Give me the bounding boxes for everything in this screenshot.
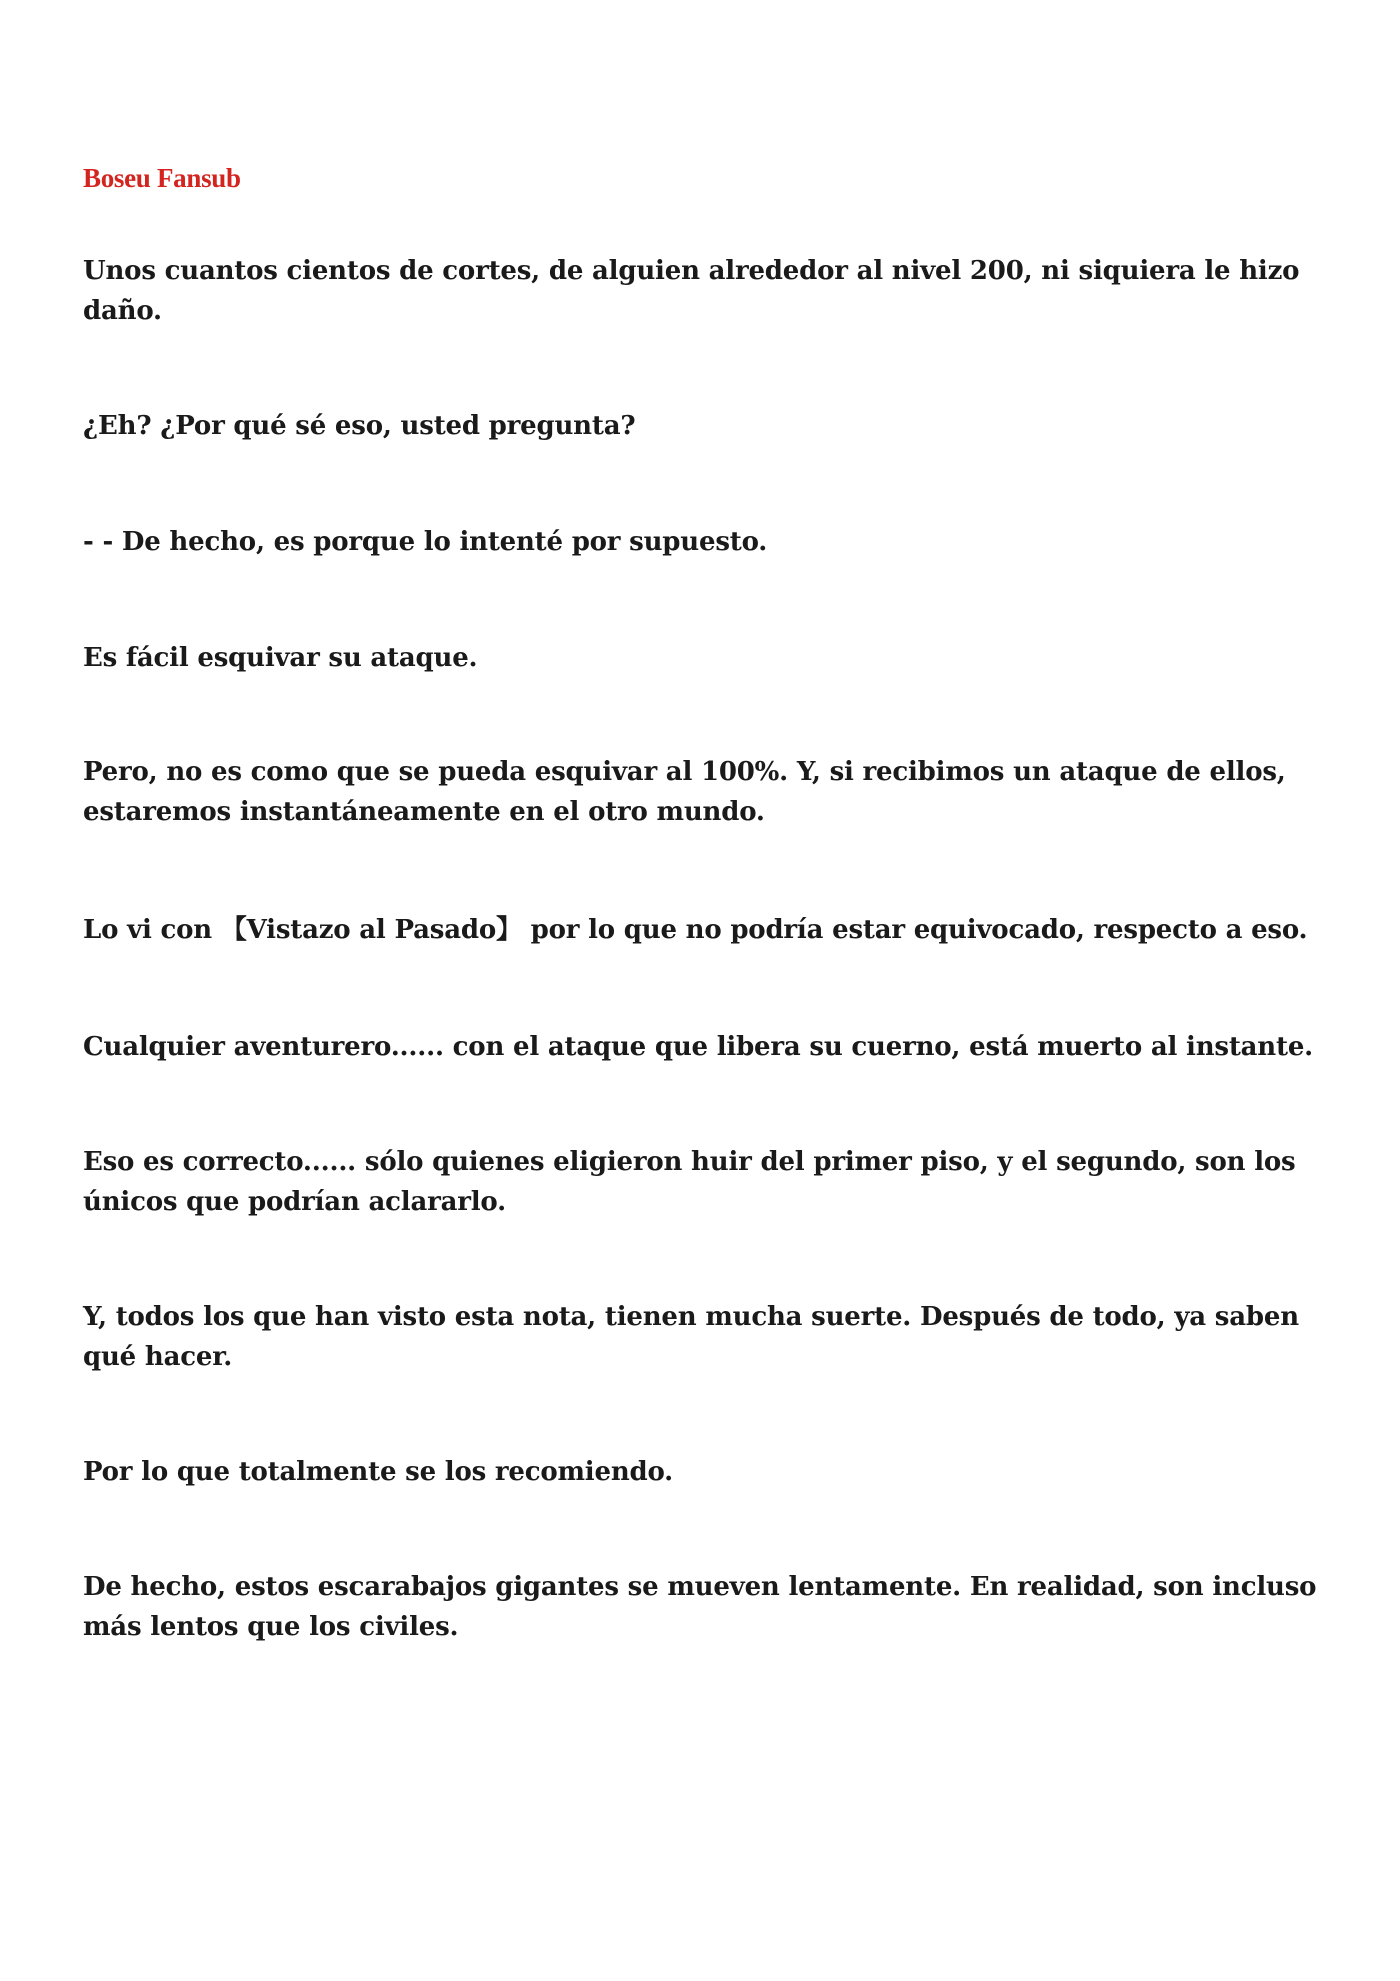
paragraph: Eso es correcto...... sólo quienes eligieron huir del primer piso, y el segundo, son los únicos que podrían aclararlo.	[83, 1147, 1296, 1217]
paragraph: Y, todos los que han visto esta nota, tienen mucha suerte. Después de todo, ya saben qué hacer.	[83, 1302, 1299, 1372]
paragraph: Unos cuantos cientos de cortes, de alguien alrededor al nivel 200, ni siquiera le hizo daño.	[83, 256, 1300, 326]
paragraph: Pero, no es como que se pueda esquivar al 100%. Y, si recibimos un ataque de ellos, estaremos instantáneamente en el otro mundo.	[83, 757, 1286, 827]
paragraph: Lo vi con 【Vistazo al Pasado】 por lo que no podría estar equivocado, respecto a eso.	[83, 915, 1308, 945]
paragraph: De hecho, estos escarabajos gigantes se mueven lentamente. En realidad, son incluso más lentos que los civiles.	[83, 1572, 1317, 1642]
paragraph: - - De hecho, es porque lo intenté por supuesto.	[83, 527, 768, 557]
paragraph: Por lo que totalmente se los recomiendo.	[83, 1457, 674, 1487]
paragraph: Cualquier aventurero...... con el ataque que libera su cuerno, está muerto al instante.	[83, 1032, 1314, 1062]
paragraph: ¿Eh? ¿Por qué sé eso, usted pregunta?	[83, 411, 636, 441]
fansub-header: Boseu Fansub	[83, 163, 241, 193]
paragraph: Es fácil esquivar su ataque.	[83, 643, 478, 673]
